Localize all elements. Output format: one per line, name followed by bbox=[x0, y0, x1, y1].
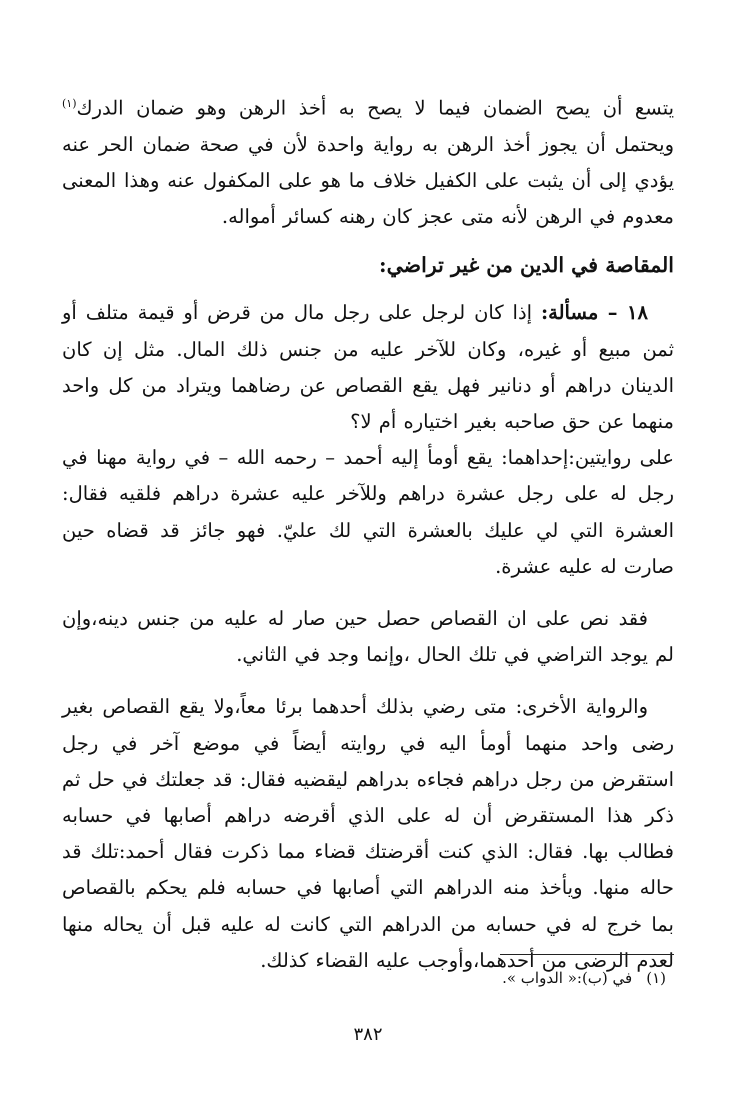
paragraph-1-text: يتسع أن يصح الضمان فيما لا يصح به أخذ الرهن وهو ضمان الدرك bbox=[76, 96, 674, 120]
paragraph-4: فقد نص على ان القصاص حصل حين صار له عليه من جنس دينه،وإن لم يوجد التراضي في تلك الحال ،وإنما وجد في الثاني. bbox=[62, 606, 674, 667]
paragraph-2-text: إذا كان لرجل على رجل مال من قرض أو قيمة متلف أو ثمن مبيع أو غيره، وكان للآخر عليه من جنس ذلك المال. مثل إن كان الدينان دراهم أو دنانير فهل يقع القصاص عن رضاهما ويتراد من كل واحد منهما عن حق صاحبه بغير اختياره أم لا؟ bbox=[62, 301, 674, 433]
footnote-divider bbox=[500, 954, 674, 955]
section-heading: المقاصة في الدين من غير تراضي: bbox=[379, 253, 674, 278]
issue-number: ١٨ – مسألة: bbox=[540, 301, 648, 325]
page-number: ٣٨٢ bbox=[353, 1024, 383, 1045]
document-page bbox=[62, 86, 674, 1086]
footnote-text: في (ب):« الدواب ». bbox=[502, 969, 633, 987]
paragraph-1-continuation: ويحتمل أن يجوز أخذ الرهن به رواية واحدة لأن في صحة ضمان الحر عنه يؤدي إلى أن يثبت على الكفيل خلاف ما هو على المكفول عنه وهذا المعنى معدوم في الرهن لأنه متى عجز كان رهنه كسائر أمواله. bbox=[62, 132, 674, 229]
footnote bbox=[502, 966, 666, 990]
paragraph-3: على روايتين:إحداهما: يقع أومأ إليه أحمد – رحمه الله – في رواية مهنا في رجل له على رجل عشرة دراهم وللآخر عليه عشرة دراهم فلقيه فقال: العشرة التي لي عليك بالعشرة التي لك عليّ. فهو جائز قد قضاه حين صارت له عليه عشرة. bbox=[62, 446, 674, 578]
paragraph-2 bbox=[62, 295, 674, 440]
paragraph-5: والرواية الأخرى: متى رضي بذلك أحدهما برئا معاً،ولا يقع القصاص بغير رضى واحد منهما أومأ اليه في روايته أيضاً في موضع آخر في رجل استقرض من رجل دراهم فجاءه بدراهم ليقضيه فقال: قد جعلتك في حل ثم ذكر هذا المستقرض أن له على الذي أقرضه دراهم أصابها في حسابه فطالب بها. فقال: الذي كنت أقرضتك قضاء مما ذكرت فقال أحمد:تلك قد حاله منها. ويأخذ منه الدراهم التي أصابها في حسابه فلم يحكم بالقصاص بما خرج له في حسابه من الدراهم التي كانت له عليه قبل أن يحاله منها لعدم الرضى من أحدهما،وأوجب عليه القضاء كذلك. bbox=[62, 695, 674, 972]
footnote-reference: (١) bbox=[62, 97, 77, 110]
paragraph-1 bbox=[62, 86, 674, 235]
footnote-marker: (١) bbox=[646, 969, 666, 987]
